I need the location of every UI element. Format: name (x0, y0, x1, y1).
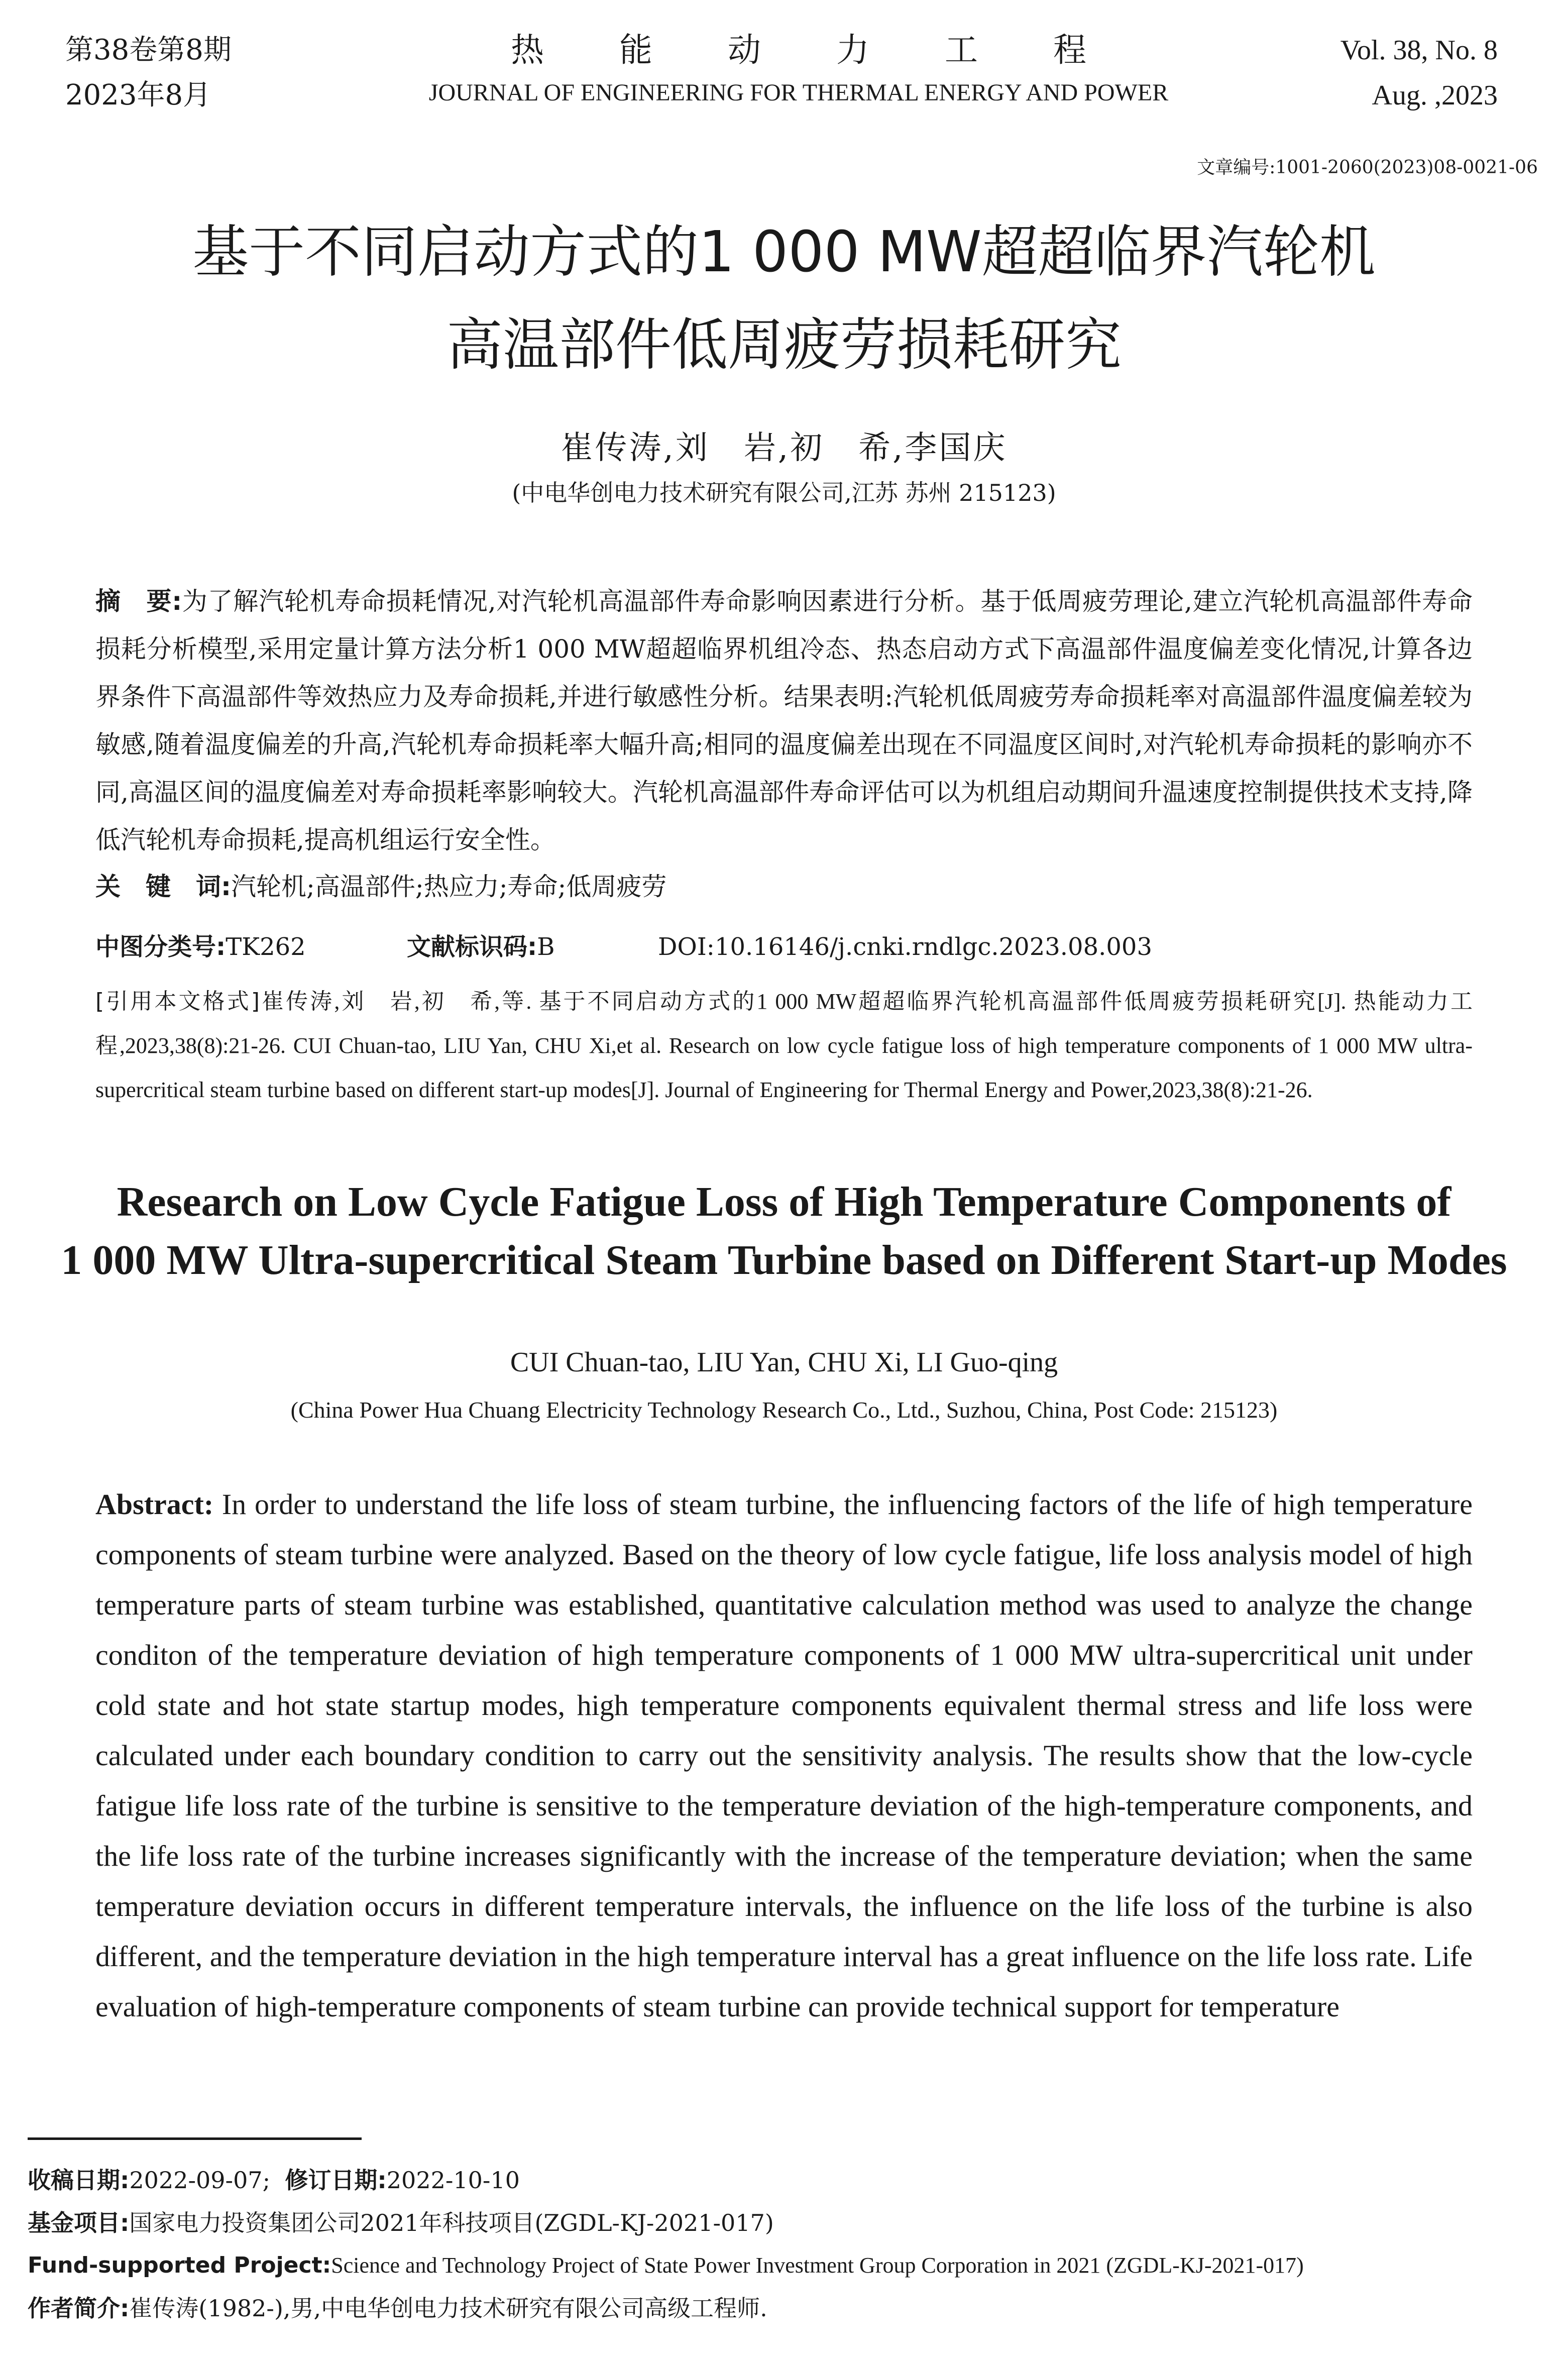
authors-en: CUI Chuan-tao, LIU Yan, CHU Xi, LI Guo-qing (510, 1347, 1058, 1378)
keywords-cn (95, 867, 1473, 907)
revised-value: 2022-10-10 (386, 2167, 520, 2194)
title-en-line2: 1 000 MW Ultra-supercritical Steam Turbine based on Different Start-up Modes (61, 1237, 1507, 1283)
journal-name (372, 28, 1225, 113)
affiliation-cn: (中电华创电力技术研究有限公司,江苏 苏州 215123) (512, 479, 1056, 506)
journal-issue-en (1340, 28, 1498, 118)
date-cn: 2023年8月 (65, 79, 211, 112)
footnote-dates (28, 2160, 520, 2200)
received-label: 收稿日期: (28, 2167, 130, 2194)
clc-value: TK262 (226, 933, 306, 961)
fund-en-value: Science and Technology Project of State Power Investment Group Corporation in 2021 (ZGDL-KJ-2021-017) (331, 2253, 1304, 2278)
affiliation-en: (China Power Hua Chuang Electricity Technology Research Co., Ltd., Suzhou, China, Post Code: 215123) (290, 1397, 1278, 1423)
author-bio-label: 作者简介: (28, 2295, 130, 2322)
title-en (0, 1173, 1568, 1290)
title-en-line1: Research on Low Cycle Fatigue Loss of High Temperature Components of (117, 1178, 1451, 1225)
title-cn-line2: 高温部件低周疲劳损耗研究 (446, 312, 1122, 378)
abstract-cn-text: 为了解汽轮机寿命损耗情况,对汽轮机高温部件寿命影响因素进行分析。基于低周疲劳理论,建立汽轮机高温部件寿命损耗分析模型,采用定量计算方法分析1 000 MW超超临界机组冷态、热态启动方式下高温部件温度偏差变化情况,计算各边界条件下高温部件等效热应力及寿命损耗,并进行敏感性分析。结果表明:汽轮机低周疲劳寿命损耗率对高温部件温度偏差较为敏感,随着温度偏差的升高,汽轮机寿命损耗率大幅升高;相同的温度偏差出现在不同温度区间时,对汽轮机寿命损耗的影响亦不同,高温区间的温度偏差对寿命损耗率影响较大。汽轮机高温部件寿命评估可以为机组启动期间升温速度控制提供技术支持,降低汽轮机寿命损耗,提高机组运行安全性。 (95, 587, 1473, 854)
journal-name-cn: 热能动力工程 (511, 31, 1162, 69)
date-en: Aug. ,2023 (1372, 80, 1498, 111)
doc-code-value: B (537, 933, 555, 961)
clc-label: 中图分类号: (95, 933, 226, 961)
title-cn-line1: 基于不同启动方式的1 000 MW超超临界汽轮机 (192, 220, 1376, 285)
revised-label: 修订日期: (285, 2167, 387, 2194)
abstract-en (95, 1479, 1473, 2032)
abstract-cn-label: 摘 要: (95, 587, 182, 616)
fund-cn-value: 国家电力投资集团公司2021年科技项目(ZGDL-KJ-2021-017) (129, 2209, 774, 2236)
doc-code-label: 文献标识码: (407, 933, 537, 961)
citation (95, 980, 1473, 1112)
abstract-en-label: Abstract: (95, 1488, 214, 1521)
citation-text: 崔传涛,刘 岩,初 希,等. 基于不同启动方式的1 000 MW超超临界汽轮机高温部件低周疲劳损耗研究[J]. 热能动力工程,2023,38(8):21-26. CUI Chuan-tao, LIU Yan, CHU Xi,et al. Research on low cycle fatigue loss of high temperature components of 1 000 MW ultra-supercritical steam turbine based on different start-up modes[J]. Journal of Engineering for Thermal Energy and Power,2023,38(8):21-26. (95, 989, 1473, 1102)
citation-label: [引用本文格式] (95, 989, 260, 1014)
abstract-en-text: In order to understand the life loss of steam turbine, the influencing factors of the life of high temperature components of steam turbine were analyzed. Based on the theory of low cycle fatigue, life loss analysis model of high temperature parts of steam turbine was established, quantitative calculation method was used to analyze the change conditon of the temperature deviation of high temperature components of 1 000 MW ultra-supercritical unit under cold state and hot state startup modes, high temperature components equivalent thermal stress and life loss were calculated under each boundary condition to carry out the sensitivity analysis. The results show that the low-cycle fatigue life loss rate of the turbine is sensitive to the temperature deviation of the high-temperature components, and the life loss rate of the turbine increases significantly with the increase of the temperature deviation; when the same temperature deviation occurs in different temperature intervals, the influence on the life loss of the turbine is also different, and the temperature deviation in the high temperature interval has a great influence on the life loss rate. Life evaluation of high-temperature components of steam turbine can provide technical support for temperature (95, 1488, 1473, 2023)
title-cn (0, 206, 1568, 392)
author-bio-value: 崔传涛(1982-),男,中电华创电力技术研究有限公司高级工程师. (129, 2295, 767, 2322)
classification-line (95, 927, 1152, 967)
authors-cn: 崔传涛,刘 岩,初 希,李国庆 (561, 430, 1007, 467)
article-number: 文章编号:1001-2060(2023)08-0021-06 (1197, 157, 1538, 178)
volume-issue-en: Vol. 38, No. 8 (1340, 35, 1498, 66)
footnote-author-bio (28, 2288, 767, 2328)
fund-cn-label: 基金项目: (28, 2209, 130, 2236)
footnote-fund-cn (28, 2203, 774, 2243)
keywords-cn-label: 关 键 词: (95, 872, 231, 901)
abstract-cn (95, 578, 1473, 864)
volume-issue-cn: 第38卷第8期 (65, 34, 232, 66)
keywords-cn-text: 汽轮机;高温部件;热应力;寿命;低周疲劳 (231, 872, 667, 901)
footnote-divider (28, 2137, 362, 2140)
journal-name-en: JOURNAL OF ENGINEERING FOR THERMAL ENERGY AND POWER (428, 79, 1169, 106)
received-value: 2022-09-07; (129, 2167, 271, 2194)
journal-issue-cn (65, 28, 232, 118)
doi: DOI:10.16146/j.cnki.rndlgc.2023.08.003 (658, 933, 1152, 961)
fund-en-label: Fund-supported Project: (28, 2252, 331, 2278)
footnote-fund-en (28, 2245, 1304, 2286)
